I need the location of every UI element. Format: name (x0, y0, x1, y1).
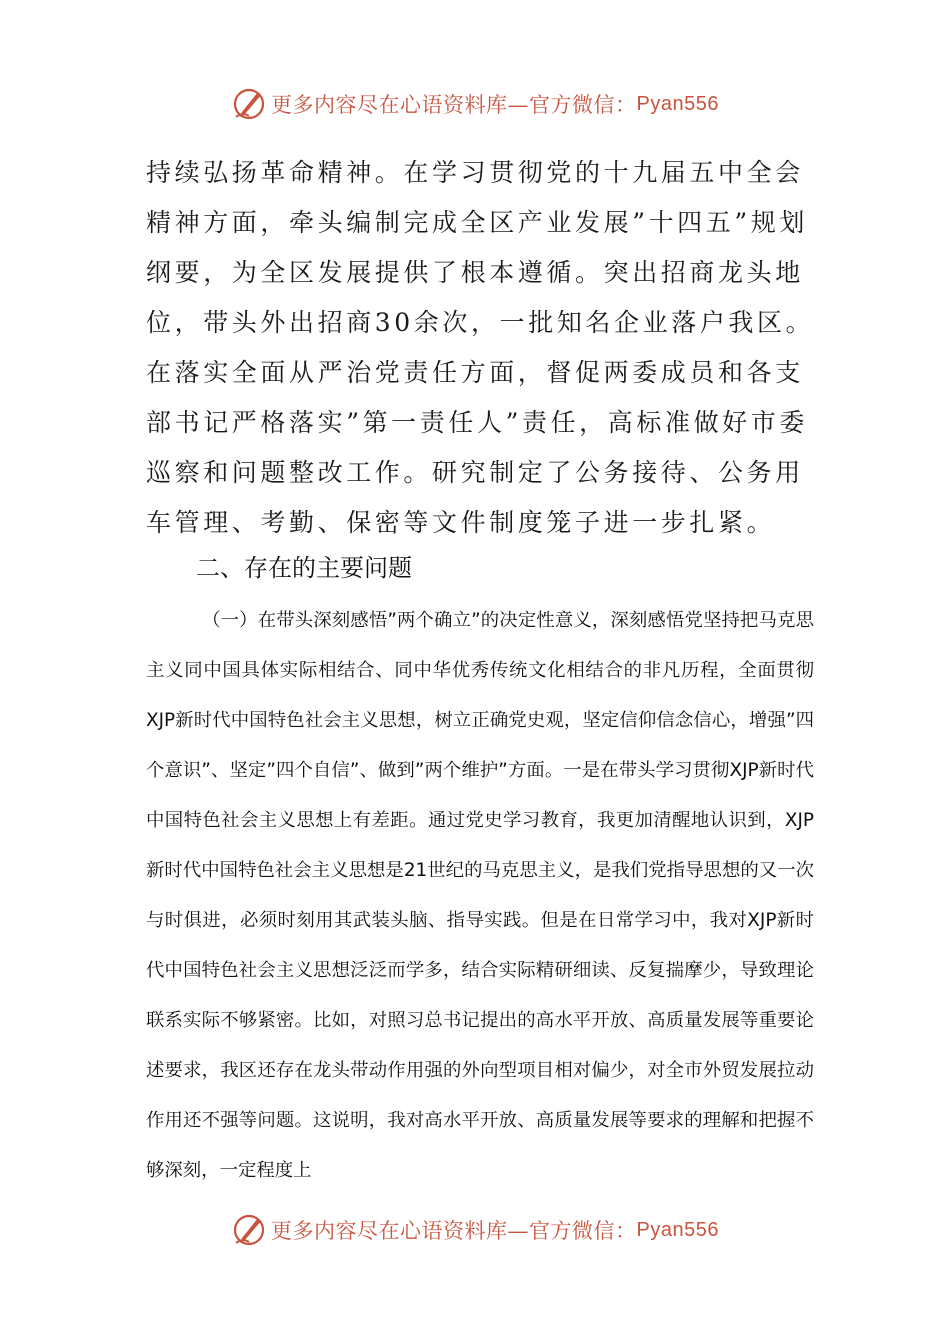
quill-pen-icon (231, 86, 267, 122)
wechat-id: Pyan556 (636, 1218, 719, 1241)
section-heading: 二、存在的主要问题 (196, 554, 412, 582)
body-paragraph-2-text: （一）在带头深刻感悟”两个确立”的决定性意义，深刻感悟党坚持把马克思主义同中国具体实际相结合、同中华优秀传统文化相结合的非凡历程，全面贯彻XJP新时代中国特色社会主义思想，树立正确党史观，坚定信仰信念信心，增强”四个意识”、坚定”四个自信”、做到”两个维护”方面。一是在带头学习贯彻XJP新时代中国特色社会主义思想上有差距。通过党史学习教育，我更加清醒地认识到，XJP新时代中国特色社会主义思想是21世纪的马克思主义，是我们党指导思想的又一次与时俱进，必须时刻用其武装头脑、指导实践。但是在日常学习中，我对XJP新时代中国特色社会主义思想泛泛而学多，结合实际精研细读、反复揣摩少，导致理论联系实际不够紧密。比如，对照习总书记提出的高水平开放、高质量发展等重要论述要求，我区还存在龙头带动作用强的外向型项目相对偏少，对全市外贸发展拉动作用还不强等问题。这说明，我对高水平开放、高质量发展等要求的理解和把握不够深刻，一定程度上 (146, 610, 814, 1181)
wechat-id: Pyan556 (636, 92, 719, 115)
body-paragraph-1: 持续弘扬革命精神。在学习贯彻党的十九届五中全会精神方面，牵头编制完成全区产业发展”十四五”规划纲要，为全区发展提供了根本遵循。突出招商龙头地位，带头外出招商30余次，一批知名企业落户我区。在落实全面从严治党责任方面，督促两委成员和各支部书记严格落实”第一责任人”责任，高标准做好市委巡察和问题整改工作。研究制定了公务接待、公务用车管理、考勤、保密等文件制度笼子进一步扎紧。 (146, 158, 815, 537)
body-paragraph-2 (146, 596, 814, 1196)
watermark-text: 更多内容尽在心语资料库—官方微信： (271, 93, 637, 117)
watermark-banner-top (0, 84, 950, 124)
watermark-banner-bottom (0, 1210, 950, 1250)
watermark-text: 更多内容尽在心语资料库—官方微信： (271, 1219, 637, 1243)
quill-pen-icon (231, 1212, 267, 1248)
